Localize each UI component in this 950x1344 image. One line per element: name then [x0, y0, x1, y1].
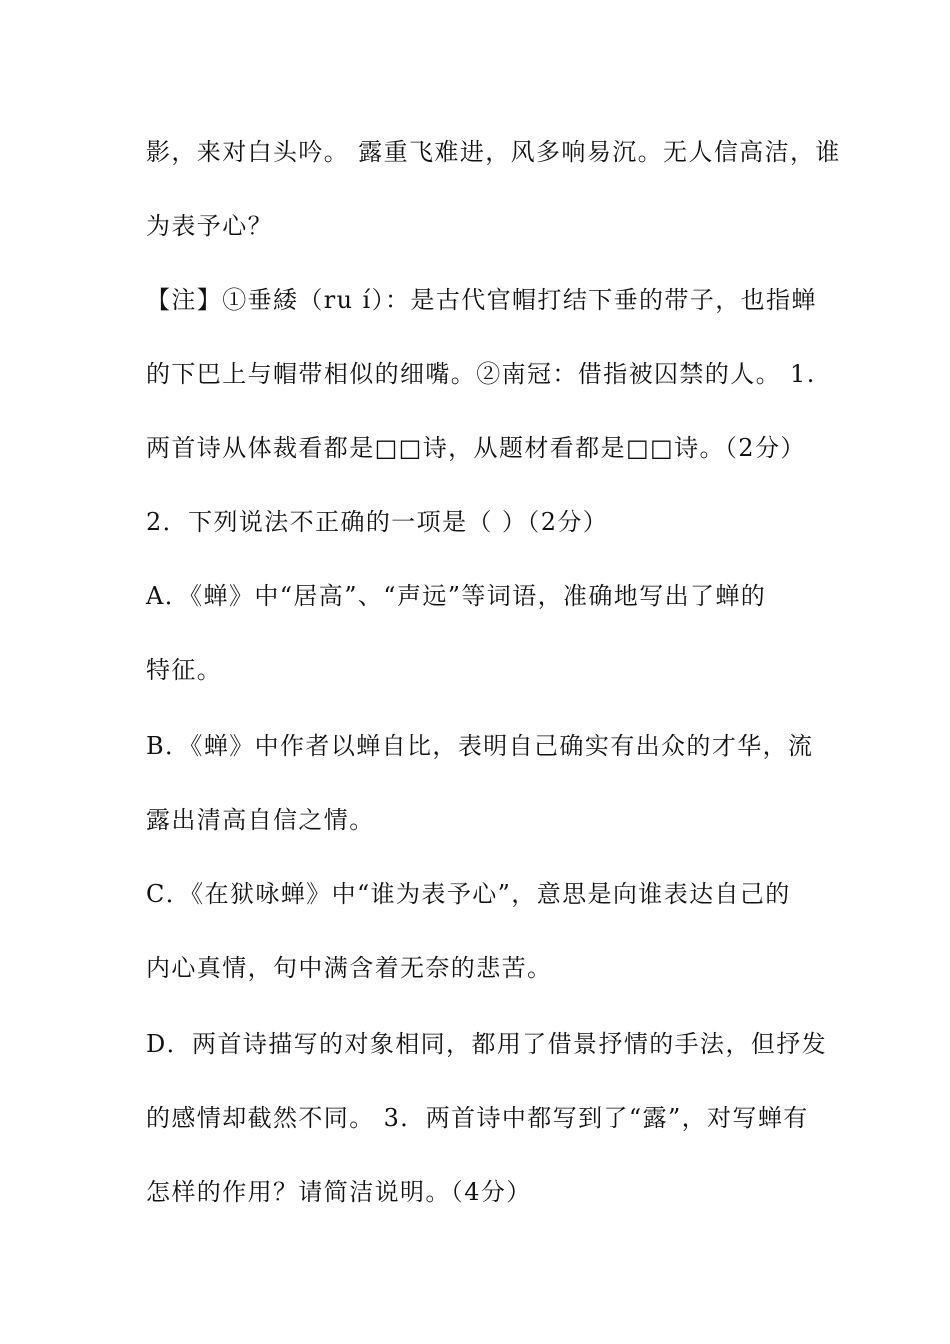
annotation-line: 【注】①垂緌（ru í）：是古代官帽打结下垂的带子，也指蝉	[146, 286, 817, 314]
option-b-line: B．《蝉》中作者以蝉自比，表明自己确实有出众的才华，流	[146, 732, 814, 760]
option-a-line: 特征。	[146, 656, 223, 684]
option-a-line: A．《蝉》中“居高”、“声远”等词语，准确地写出了蝉的	[146, 582, 767, 610]
text-line: 影，来对白头吟。 露重飞难进，风多响易沉。无人信高洁，谁	[146, 138, 841, 166]
option-c-line: C．《在狱咏蝉》中“谁为表予心”，意思是向谁表达自己的	[146, 880, 791, 908]
text-line: 为表予心？	[146, 212, 273, 240]
annotation-line: 的下巴上与帽带相似的细嘴。②南冠：借指被囚禁的人。 1.	[146, 360, 816, 388]
option-d-line: 的感情却截然不同。 3．两首诗中都写到了“露”，对写蝉有	[146, 1104, 809, 1132]
option-c-line: 内心真情，句中满含着无奈的悲苦。	[146, 954, 553, 982]
option-b-line: 露出清高自信之情。	[146, 806, 375, 834]
question-3-line: 怎样的作用？请简洁说明。（4分）	[146, 1178, 532, 1206]
question-1-line: 两首诗从体裁看都是□□诗，从题材看都是□□诗。（2分）	[146, 434, 806, 462]
question-2-line: 2．下列说法不正确的一项是（ ）（2分）	[146, 508, 609, 536]
option-d-line: D．两首诗描写的对象相同，都用了借景抒情的手法，但抒发	[146, 1030, 828, 1058]
